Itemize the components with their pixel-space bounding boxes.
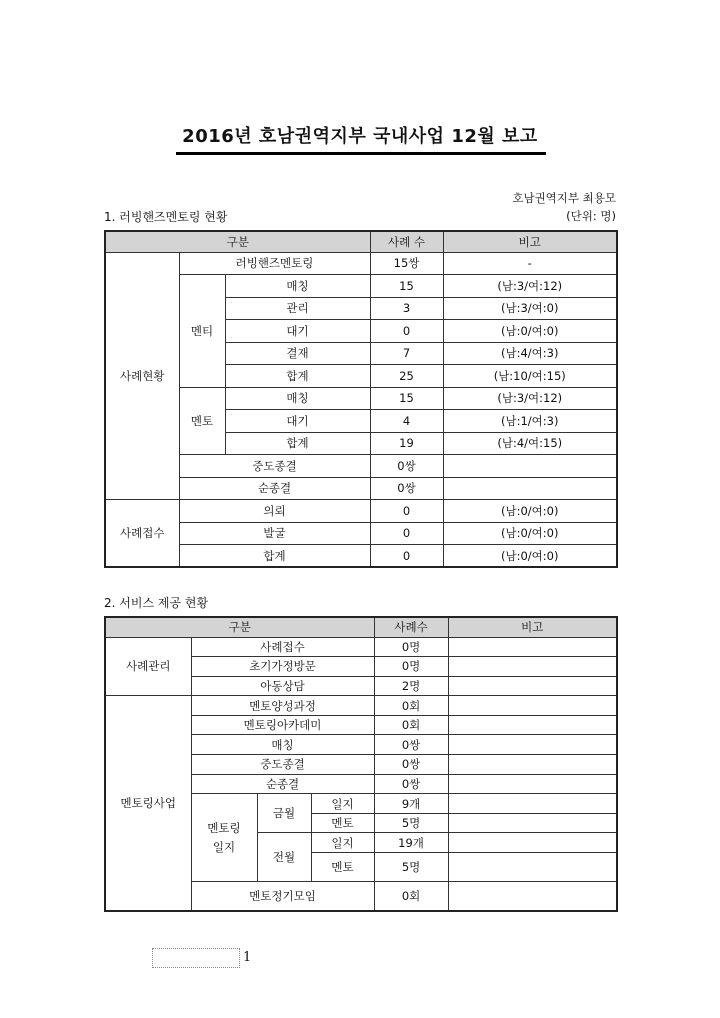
group-mentor: 멘토 [179, 387, 225, 455]
row-label: 합계 [225, 432, 370, 455]
row-label: 합계 [225, 365, 370, 388]
row-count: 0회 [374, 715, 448, 735]
row-count: 0회 [374, 696, 448, 716]
row-note [448, 657, 617, 677]
row-label: 일지 [311, 833, 374, 853]
row-note: (남:4/여:3) [443, 342, 617, 365]
row-note: (남:0/여:0) [443, 320, 617, 343]
section1-heading: 1. 러빙핸즈멘토링 현황 [104, 210, 228, 224]
row-note [448, 794, 617, 814]
row-note [448, 637, 617, 657]
row-label: 중도종결 [191, 755, 374, 775]
author-line: 호남권역지부 최용모 [512, 191, 616, 205]
row-note [448, 676, 617, 696]
row-count: 0쌍 [374, 755, 448, 775]
row-note [448, 833, 617, 853]
row-note: (남:3/여:0) [443, 297, 617, 320]
row-label: 중도종결 [179, 455, 370, 478]
row-note: (남:0/여:0) [443, 500, 617, 523]
row-note: (남:0/여:0) [443, 545, 617, 568]
row-note: (남:10/여:15) [443, 365, 617, 388]
row-label: 순종결 [191, 774, 374, 794]
row-label: 멘토정기모임 [191, 882, 374, 911]
row-note [448, 696, 617, 716]
row-label: 일지 [311, 794, 374, 814]
row-label: 매칭 [191, 735, 374, 755]
header-note: 비고 [448, 617, 617, 637]
row-label: 발굴 [179, 522, 370, 545]
row-count: 0쌍 [374, 735, 448, 755]
row-note: (남:0/여:0) [443, 522, 617, 545]
row-label: 합계 [179, 545, 370, 568]
row-count: 9개 [374, 794, 448, 814]
row-label: 순종결 [179, 477, 370, 500]
group-cases-status: 사례현황 [105, 252, 179, 500]
row-label: 멘토링아카데미 [191, 715, 374, 735]
group-total-month: 전월 [257, 833, 311, 882]
row-note [448, 882, 617, 911]
header-category: 구분 [105, 231, 370, 252]
row-count: 3 [370, 297, 443, 320]
row-label: 의뢰 [179, 500, 370, 523]
group-mentoring-journal [191, 794, 257, 882]
row-count: 0 [370, 320, 443, 343]
table-row [105, 387, 617, 410]
page-number-box [152, 948, 240, 968]
table-row [105, 545, 617, 568]
row-label: 매칭 [225, 275, 370, 298]
row-count: 5명 [374, 853, 448, 882]
table-row [105, 637, 617, 657]
row-count: 0쌍 [374, 774, 448, 794]
row-count: 0회 [374, 882, 448, 911]
row-count: 0 [370, 545, 443, 568]
row-note [443, 477, 617, 500]
row-note: (남:4/여:15) [443, 432, 617, 455]
title-underline [176, 152, 546, 155]
row-note [448, 813, 617, 833]
row-label: 아동상담 [191, 676, 374, 696]
header-note: 비고 [443, 231, 617, 252]
row-note: (남:1/여:3) [443, 410, 617, 433]
group-this-month: 금월 [257, 794, 311, 833]
row-note [448, 715, 617, 735]
row-label: 멘토 [311, 813, 374, 833]
row-label: 대기 [225, 410, 370, 433]
row-count: 0쌍 [370, 477, 443, 500]
table-header-row [105, 231, 617, 252]
row-count: 19 [370, 432, 443, 455]
document-title: 2016년 호남권역지부 국내사업 12월 보고 [182, 126, 538, 147]
row-count: 2명 [374, 676, 448, 696]
row-count: 7 [370, 342, 443, 365]
row-label: 관리 [225, 297, 370, 320]
row-label: 러빙핸즈멘토링 [179, 252, 370, 275]
row-count: 15 [370, 275, 443, 298]
table-row [105, 500, 617, 523]
header-case-count: 사례 수 [370, 231, 443, 252]
row-count: 0쌍 [370, 455, 443, 478]
table-row [105, 522, 617, 545]
row-count: 0 [370, 522, 443, 545]
table-row [105, 455, 617, 478]
row-count: 19개 [374, 833, 448, 853]
unit-label: (단위: 명) [566, 209, 616, 223]
row-label: 결재 [225, 342, 370, 365]
table-header-row [105, 617, 617, 637]
table-row [105, 275, 617, 298]
journal-label: 멘토링 일지 [207, 821, 241, 854]
page-number: 1 [243, 950, 252, 965]
row-note: (남:3/여:12) [443, 275, 617, 298]
header-category: 구분 [105, 617, 374, 637]
group-case-management: 사례관리 [105, 637, 191, 696]
row-note [443, 455, 617, 478]
row-label: 사례접수 [191, 637, 374, 657]
row-label: 초기가정방문 [191, 657, 374, 677]
row-count: 25 [370, 365, 443, 388]
row-note [448, 853, 617, 882]
row-count: 15 [370, 387, 443, 410]
row-note [448, 774, 617, 794]
service-status-table [104, 616, 618, 912]
group-case-intake: 사례접수 [105, 500, 179, 568]
row-count: 0 [370, 500, 443, 523]
section2-heading: 2. 서비스 제공 현황 [104, 596, 209, 610]
header-case-count: 사례수 [374, 617, 448, 637]
row-note [448, 735, 617, 755]
row-count: 0명 [374, 637, 448, 657]
row-count: 15쌍 [370, 252, 443, 275]
row-label: 멘토양성과정 [191, 696, 374, 716]
group-mentee: 멘티 [179, 275, 225, 388]
row-label: 매칭 [225, 387, 370, 410]
mentoring-status-table [104, 230, 618, 568]
row-note [448, 755, 617, 775]
table-row [105, 252, 617, 275]
row-note: (남:3/여:12) [443, 387, 617, 410]
row-label: 대기 [225, 320, 370, 343]
row-count: 5명 [374, 813, 448, 833]
row-count: 4 [370, 410, 443, 433]
table-row [105, 696, 617, 716]
table-row [105, 477, 617, 500]
row-note: - [443, 252, 617, 275]
group-mentoring-business: 멘토링사업 [105, 696, 191, 911]
row-label: 멘토 [311, 853, 374, 882]
row-count: 0명 [374, 657, 448, 677]
